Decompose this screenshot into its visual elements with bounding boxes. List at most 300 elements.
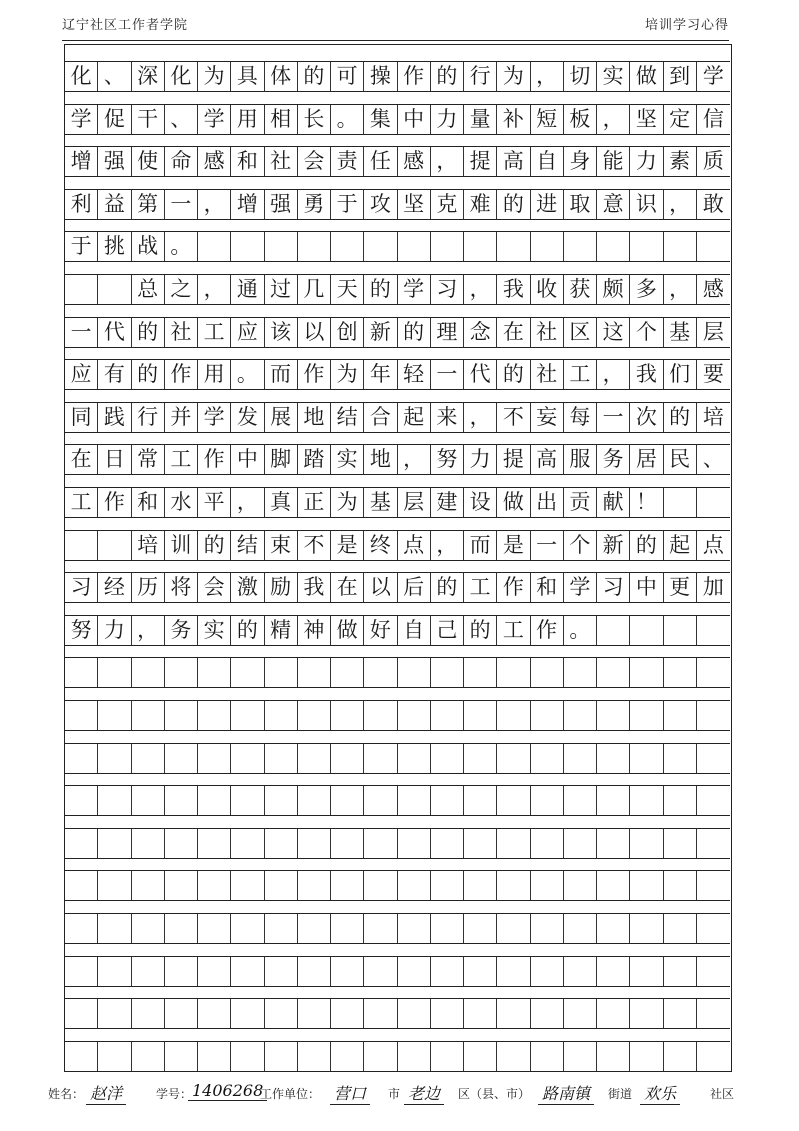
grid-cell: ，: [664, 275, 697, 304]
grid-cell: [298, 701, 331, 730]
grid-cell: [165, 914, 198, 943]
grid-cell: 次: [630, 403, 663, 432]
grid-row: [65, 487, 730, 518]
grid-cell: 训: [165, 531, 198, 560]
grid-cell: 努: [65, 616, 98, 645]
community-label: 社区: [710, 1087, 735, 1101]
grid-cell: 行: [132, 403, 165, 432]
grid-cell: 可: [331, 62, 364, 91]
grid-row: [65, 231, 730, 262]
grid-cell: 加: [702, 575, 724, 600]
grid-cell: 好: [364, 616, 397, 645]
grid-cell: 结: [231, 531, 264, 560]
grid-cell: 代: [464, 360, 497, 389]
grid-cell: [165, 999, 198, 1028]
grid-cell: [630, 914, 663, 943]
grid-cell: [364, 829, 397, 858]
grid-cell: [165, 658, 198, 687]
grid-cell: 代: [98, 318, 131, 347]
grid-cell: [597, 744, 630, 773]
grid-cell: [198, 232, 231, 261]
grid-cell: [231, 744, 264, 773]
grid-cell: [497, 701, 530, 730]
grid-cell: [431, 658, 464, 687]
grid-cell: [198, 829, 231, 858]
grid-cell: 设: [464, 488, 497, 517]
grid-row: [65, 913, 730, 944]
grid-cell: [630, 701, 663, 730]
grid-cell: ，: [431, 147, 464, 176]
grid-cell: [630, 616, 663, 645]
grid-cell: [198, 658, 231, 687]
grid-row: [65, 359, 730, 390]
grid-cell: 坚: [630, 105, 663, 134]
grid-cell: [531, 999, 564, 1028]
grid-cell: [697, 786, 730, 815]
grid-cell: [531, 744, 564, 773]
grid-cell: [364, 232, 397, 261]
grid-cell: 具: [231, 62, 264, 91]
name-label: 姓名：: [48, 1087, 85, 1101]
grid-cell: 一: [597, 403, 630, 432]
grid-cell: [65, 1042, 98, 1071]
grid-cell: [464, 829, 497, 858]
grid-cell: 来: [431, 403, 464, 432]
header-divider: [62, 40, 729, 41]
grid-cell: [331, 232, 364, 261]
grid-cell: 出: [531, 488, 564, 517]
grid-cell: 学: [702, 64, 724, 88]
grid-cell: 的: [497, 190, 530, 219]
grid-cell: [597, 786, 630, 815]
grid-cell: 难: [464, 190, 497, 219]
grid-cell: [697, 488, 730, 517]
grid-cell: 学: [65, 105, 98, 134]
grid-cell: 能: [597, 147, 630, 176]
grid-cell: [464, 744, 497, 773]
grid-cell: 的: [198, 531, 231, 560]
grid-cell: [298, 914, 331, 943]
grid-cell: [331, 786, 364, 815]
grid-cell: 命: [165, 147, 198, 176]
street-label: 街道: [608, 1087, 633, 1101]
grid-cell: 将: [165, 573, 198, 602]
grid-cell: [198, 744, 231, 773]
grid-cell: 通: [231, 275, 264, 304]
grid-cell: 中: [630, 573, 663, 602]
grid-cell: 每: [564, 403, 597, 432]
grid-cell: 而: [265, 360, 298, 389]
grid-cell: ，: [597, 360, 630, 389]
grid-cell: [630, 999, 663, 1028]
grid-cell: [697, 1042, 730, 1071]
grid-cell: [697, 658, 730, 687]
grid-cell: 干: [132, 105, 165, 134]
grid-cell: ，: [464, 275, 497, 304]
grid-cell: [265, 658, 298, 687]
grid-cell: 念: [464, 318, 497, 347]
grid-cell: ，: [531, 62, 564, 91]
grid-cell: [630, 829, 663, 858]
grid-cell: 提: [497, 445, 530, 474]
grid-cell: [165, 829, 198, 858]
grid-cell: 克: [431, 190, 464, 219]
grid-cell: [497, 871, 530, 900]
grid-cell: 工: [65, 488, 98, 517]
header-doc-title: 培训学习心得: [644, 18, 729, 33]
grid-cell: [664, 957, 697, 986]
grid-cell: 利: [65, 190, 98, 219]
grid-cell: [132, 701, 165, 730]
grid-cell: 切: [564, 62, 597, 91]
grid-cell: 培: [702, 404, 724, 429]
grid-cell: [65, 658, 98, 687]
grid-cell: [65, 957, 98, 986]
grid-cell: 之: [165, 275, 198, 304]
grid-cell: [564, 786, 597, 815]
grid-cell: [531, 1042, 564, 1071]
grid-cell: 展: [265, 403, 298, 432]
grid-row: [65, 998, 730, 1029]
grid-cell: [198, 957, 231, 986]
grid-cell: 一: [431, 360, 464, 389]
grid-cell: [597, 957, 630, 986]
grid-cell: 收: [531, 275, 564, 304]
grid-cell: 个: [564, 531, 597, 560]
grid-row: [65, 146, 730, 177]
grid-cell: 社: [531, 360, 564, 389]
grid-cell: 要: [702, 362, 724, 387]
grid-cell: 这: [597, 318, 630, 347]
grid-row: [65, 317, 730, 348]
footer-info: [48, 1081, 739, 1111]
grid-cell: 作: [198, 445, 231, 474]
grid-cell: [464, 999, 497, 1028]
grid-cell: [298, 871, 331, 900]
grid-cell: 务: [165, 616, 198, 645]
grid-cell: 一: [165, 190, 198, 219]
grid-row: [65, 1041, 730, 1072]
grid-cell: 学: [398, 275, 431, 304]
grid-cell: 和: [231, 147, 264, 176]
grid-cell: [265, 701, 298, 730]
grid-cell: 工: [165, 445, 198, 474]
grid-row: [65, 104, 730, 135]
grid-cell: [497, 999, 530, 1028]
grid-cell: [664, 744, 697, 773]
grid-cell: [398, 871, 431, 900]
grid-cell: 工: [497, 616, 530, 645]
grid-cell: [165, 786, 198, 815]
grid-cell: [597, 914, 630, 943]
grid-cell: 操: [364, 62, 397, 91]
grid-cell: 平: [198, 488, 231, 517]
grid-cell: [298, 999, 331, 1028]
grid-cell: 为: [331, 488, 364, 517]
grid-cell: [531, 232, 564, 261]
grid-cell: [98, 786, 131, 815]
grid-cell: [531, 957, 564, 986]
grid-cell: 以: [298, 318, 331, 347]
grid-row: [65, 444, 730, 475]
grid-cell: 。: [564, 616, 597, 645]
grid-cell: 常: [132, 445, 165, 474]
grid-cell: [431, 744, 464, 773]
grid-cell: 实: [198, 616, 231, 645]
grid-cell: [398, 658, 431, 687]
grid-cell: 自: [398, 616, 431, 645]
grid-cell: 年: [364, 360, 397, 389]
grid-cell: 层: [702, 319, 724, 344]
grid-cell: 习: [431, 275, 464, 304]
grid-cell: 同: [65, 403, 98, 432]
grid-cell: 增: [231, 190, 264, 219]
grid-row: [65, 657, 730, 688]
grid-cell: 民: [664, 445, 697, 474]
grid-cell: 的: [497, 360, 530, 389]
grid-cell: [697, 616, 730, 645]
grid-row: [65, 530, 730, 561]
grid-cell: [597, 1042, 630, 1071]
grid-cell: [198, 914, 231, 943]
grid-cell: 促: [98, 105, 131, 134]
grid-cell: 感: [198, 147, 231, 176]
grid-cell: [165, 744, 198, 773]
grid-cell: [398, 232, 431, 261]
grid-cell: 、: [702, 447, 724, 472]
grid-cell: 力: [630, 147, 663, 176]
grid-cell: [298, 232, 331, 261]
grid-cell: 板: [564, 105, 597, 134]
grid-cell: 后: [398, 573, 431, 602]
grid-cell: 应: [65, 360, 98, 389]
grid-cell: [231, 1042, 264, 1071]
grid-cell: 的: [132, 318, 165, 347]
grid-cell: 为: [198, 62, 231, 91]
grid-cell: [132, 829, 165, 858]
grid-cell: [697, 701, 730, 730]
grid-cell: [564, 1042, 597, 1071]
grid-cell: [98, 914, 131, 943]
grid-cell: [265, 957, 298, 986]
grid-cell: [331, 701, 364, 730]
grid-cell: 的: [464, 616, 497, 645]
grid-cell: [265, 914, 298, 943]
grid-cell: [664, 999, 697, 1028]
grid-cell: 我: [497, 275, 530, 304]
grid-cell: [630, 232, 663, 261]
grid-cell: [531, 658, 564, 687]
grid-cell: 天: [331, 275, 364, 304]
grid-cell: [464, 701, 497, 730]
grid-cell: 、: [165, 105, 198, 134]
grid-cell: 层: [398, 488, 431, 517]
grid-cell: 社: [165, 318, 198, 347]
grid-cell: 起: [398, 403, 431, 432]
grid-row: [65, 274, 730, 305]
grid-cell: [564, 658, 597, 687]
grid-cell: 经: [98, 573, 131, 602]
grid-cell: 总: [132, 275, 165, 304]
grid-cell: 以: [364, 573, 397, 602]
grid-cell: [597, 658, 630, 687]
grid-cell: [497, 786, 530, 815]
grid-cell: 培: [132, 531, 165, 560]
grid-cell: [531, 829, 564, 858]
grid-cell: [398, 957, 431, 986]
grid-cell: [331, 658, 364, 687]
grid-cell: 的: [431, 62, 464, 91]
grid-cell: [697, 744, 730, 773]
grid-cell: [597, 871, 630, 900]
grid-cell: 为: [331, 360, 364, 389]
grid-cell: 妄: [531, 403, 564, 432]
grid-cell: 做: [331, 616, 364, 645]
grid-cell: [497, 658, 530, 687]
grid-cell: 身: [564, 147, 597, 176]
community-value: 欢乐: [640, 1081, 680, 1105]
grid-cell: 坚: [398, 190, 431, 219]
grid-cell: [298, 658, 331, 687]
grid-cell: 一: [65, 318, 98, 347]
grid-cell: 历: [132, 573, 165, 602]
grid-row: [65, 189, 730, 220]
grid-cell: 我: [298, 573, 331, 602]
grid-cell: [664, 1042, 697, 1071]
grid-cell: 是: [497, 531, 530, 560]
grid-cell: [198, 786, 231, 815]
grid-cell: 而: [464, 531, 497, 560]
grid-cell: 终: [364, 531, 397, 560]
grid-cell: [431, 914, 464, 943]
grid-cell: ！: [630, 488, 663, 517]
grid-cell: 长: [298, 105, 331, 134]
grid-cell: 增: [65, 147, 98, 176]
grid-cell: [364, 786, 397, 815]
grid-cell: [597, 829, 630, 858]
grid-cell: [697, 957, 730, 986]
grid-cell: [132, 658, 165, 687]
grid-cell: 是: [331, 531, 364, 560]
grid-cell: [364, 701, 397, 730]
grid-cell: [464, 871, 497, 900]
grid-cell: [398, 1042, 431, 1071]
grid-cell: [564, 829, 597, 858]
grid-cell: [65, 701, 98, 730]
grid-cell: [165, 871, 198, 900]
grid-cell: 为: [497, 62, 530, 91]
grid-cell: 行: [464, 62, 497, 91]
grid-cell: 神: [298, 616, 331, 645]
city-label: 市: [388, 1087, 401, 1101]
grid-cell: [265, 871, 298, 900]
grid-cell: [198, 701, 231, 730]
grid-cell: 过: [265, 275, 298, 304]
grid-cell: 的: [132, 360, 165, 389]
grid-cell: 发: [231, 403, 264, 432]
grid-cell: [198, 1042, 231, 1071]
grid-cell: [364, 658, 397, 687]
grid-cell: 正: [298, 488, 331, 517]
grid-cell: [231, 914, 264, 943]
grid-cell: [597, 232, 630, 261]
grid-cell: ，: [664, 190, 697, 219]
grid-cell: 轻: [398, 360, 431, 389]
grid-cell: 战: [132, 232, 165, 261]
grid-cell: 短: [531, 105, 564, 134]
grid-cell: [331, 1042, 364, 1071]
grid-cell: 的: [664, 403, 697, 432]
grid-cell: 个: [630, 318, 663, 347]
grid-cell: 工: [198, 318, 231, 347]
grid-cell: 一: [531, 531, 564, 560]
grid-cell: 该: [265, 318, 298, 347]
grid-cell: 起: [664, 531, 697, 560]
grid-cell: [464, 786, 497, 815]
grid-cell: 用: [231, 105, 264, 134]
grid-cell: 学: [198, 403, 231, 432]
grid-cell: 感: [398, 147, 431, 176]
grid-cell: [65, 914, 98, 943]
grid-cell: 力: [431, 105, 464, 134]
grid-cell: [630, 744, 663, 773]
grid-cell: 不: [298, 531, 331, 560]
grid-cell: 化: [165, 62, 198, 91]
grid-cell: 更: [664, 573, 697, 602]
grid-cell: 务: [597, 445, 630, 474]
grid-cell: 中: [231, 445, 264, 474]
grid-cell: 并: [165, 403, 198, 432]
grid-cell: [564, 701, 597, 730]
grid-cell: 学: [198, 105, 231, 134]
grid-cell: 任: [364, 147, 397, 176]
grid-cell: [664, 871, 697, 900]
grid-cell: [298, 786, 331, 815]
grid-cell: [132, 871, 165, 900]
grid-cell: ，: [431, 531, 464, 560]
grid-cell: 责: [331, 147, 364, 176]
grid-cell: [331, 914, 364, 943]
grid-cell: ，: [597, 105, 630, 134]
grid-cell: 点: [398, 531, 431, 560]
id-label: 学号：: [156, 1087, 193, 1101]
grid-cell: [564, 914, 597, 943]
grid-cell: 的: [398, 318, 431, 347]
grid-cell: 水: [165, 488, 198, 517]
grid-cell: [132, 999, 165, 1028]
grid-cell: [664, 616, 697, 645]
grid-cell: 意: [597, 190, 630, 219]
grid-cell: [564, 957, 597, 986]
grid-cell: ，: [132, 616, 165, 645]
grid-cell: [697, 232, 730, 261]
grid-cell: 习: [65, 573, 98, 602]
grid-row: [65, 828, 730, 859]
grid-cell: [231, 658, 264, 687]
grid-cell: [464, 1042, 497, 1071]
grid-cell: ，: [398, 445, 431, 474]
grid-cell: 束: [265, 531, 298, 560]
grid-cell: [265, 744, 298, 773]
grid-cell: 体: [265, 62, 298, 91]
grid-cell: 应: [231, 318, 264, 347]
grid-cell: 在: [65, 445, 98, 474]
grid-cell: 挑: [98, 232, 131, 261]
grid-cell: [98, 957, 131, 986]
grid-cell: [231, 957, 264, 986]
grid-cell: [398, 829, 431, 858]
grid-row: [65, 700, 730, 731]
